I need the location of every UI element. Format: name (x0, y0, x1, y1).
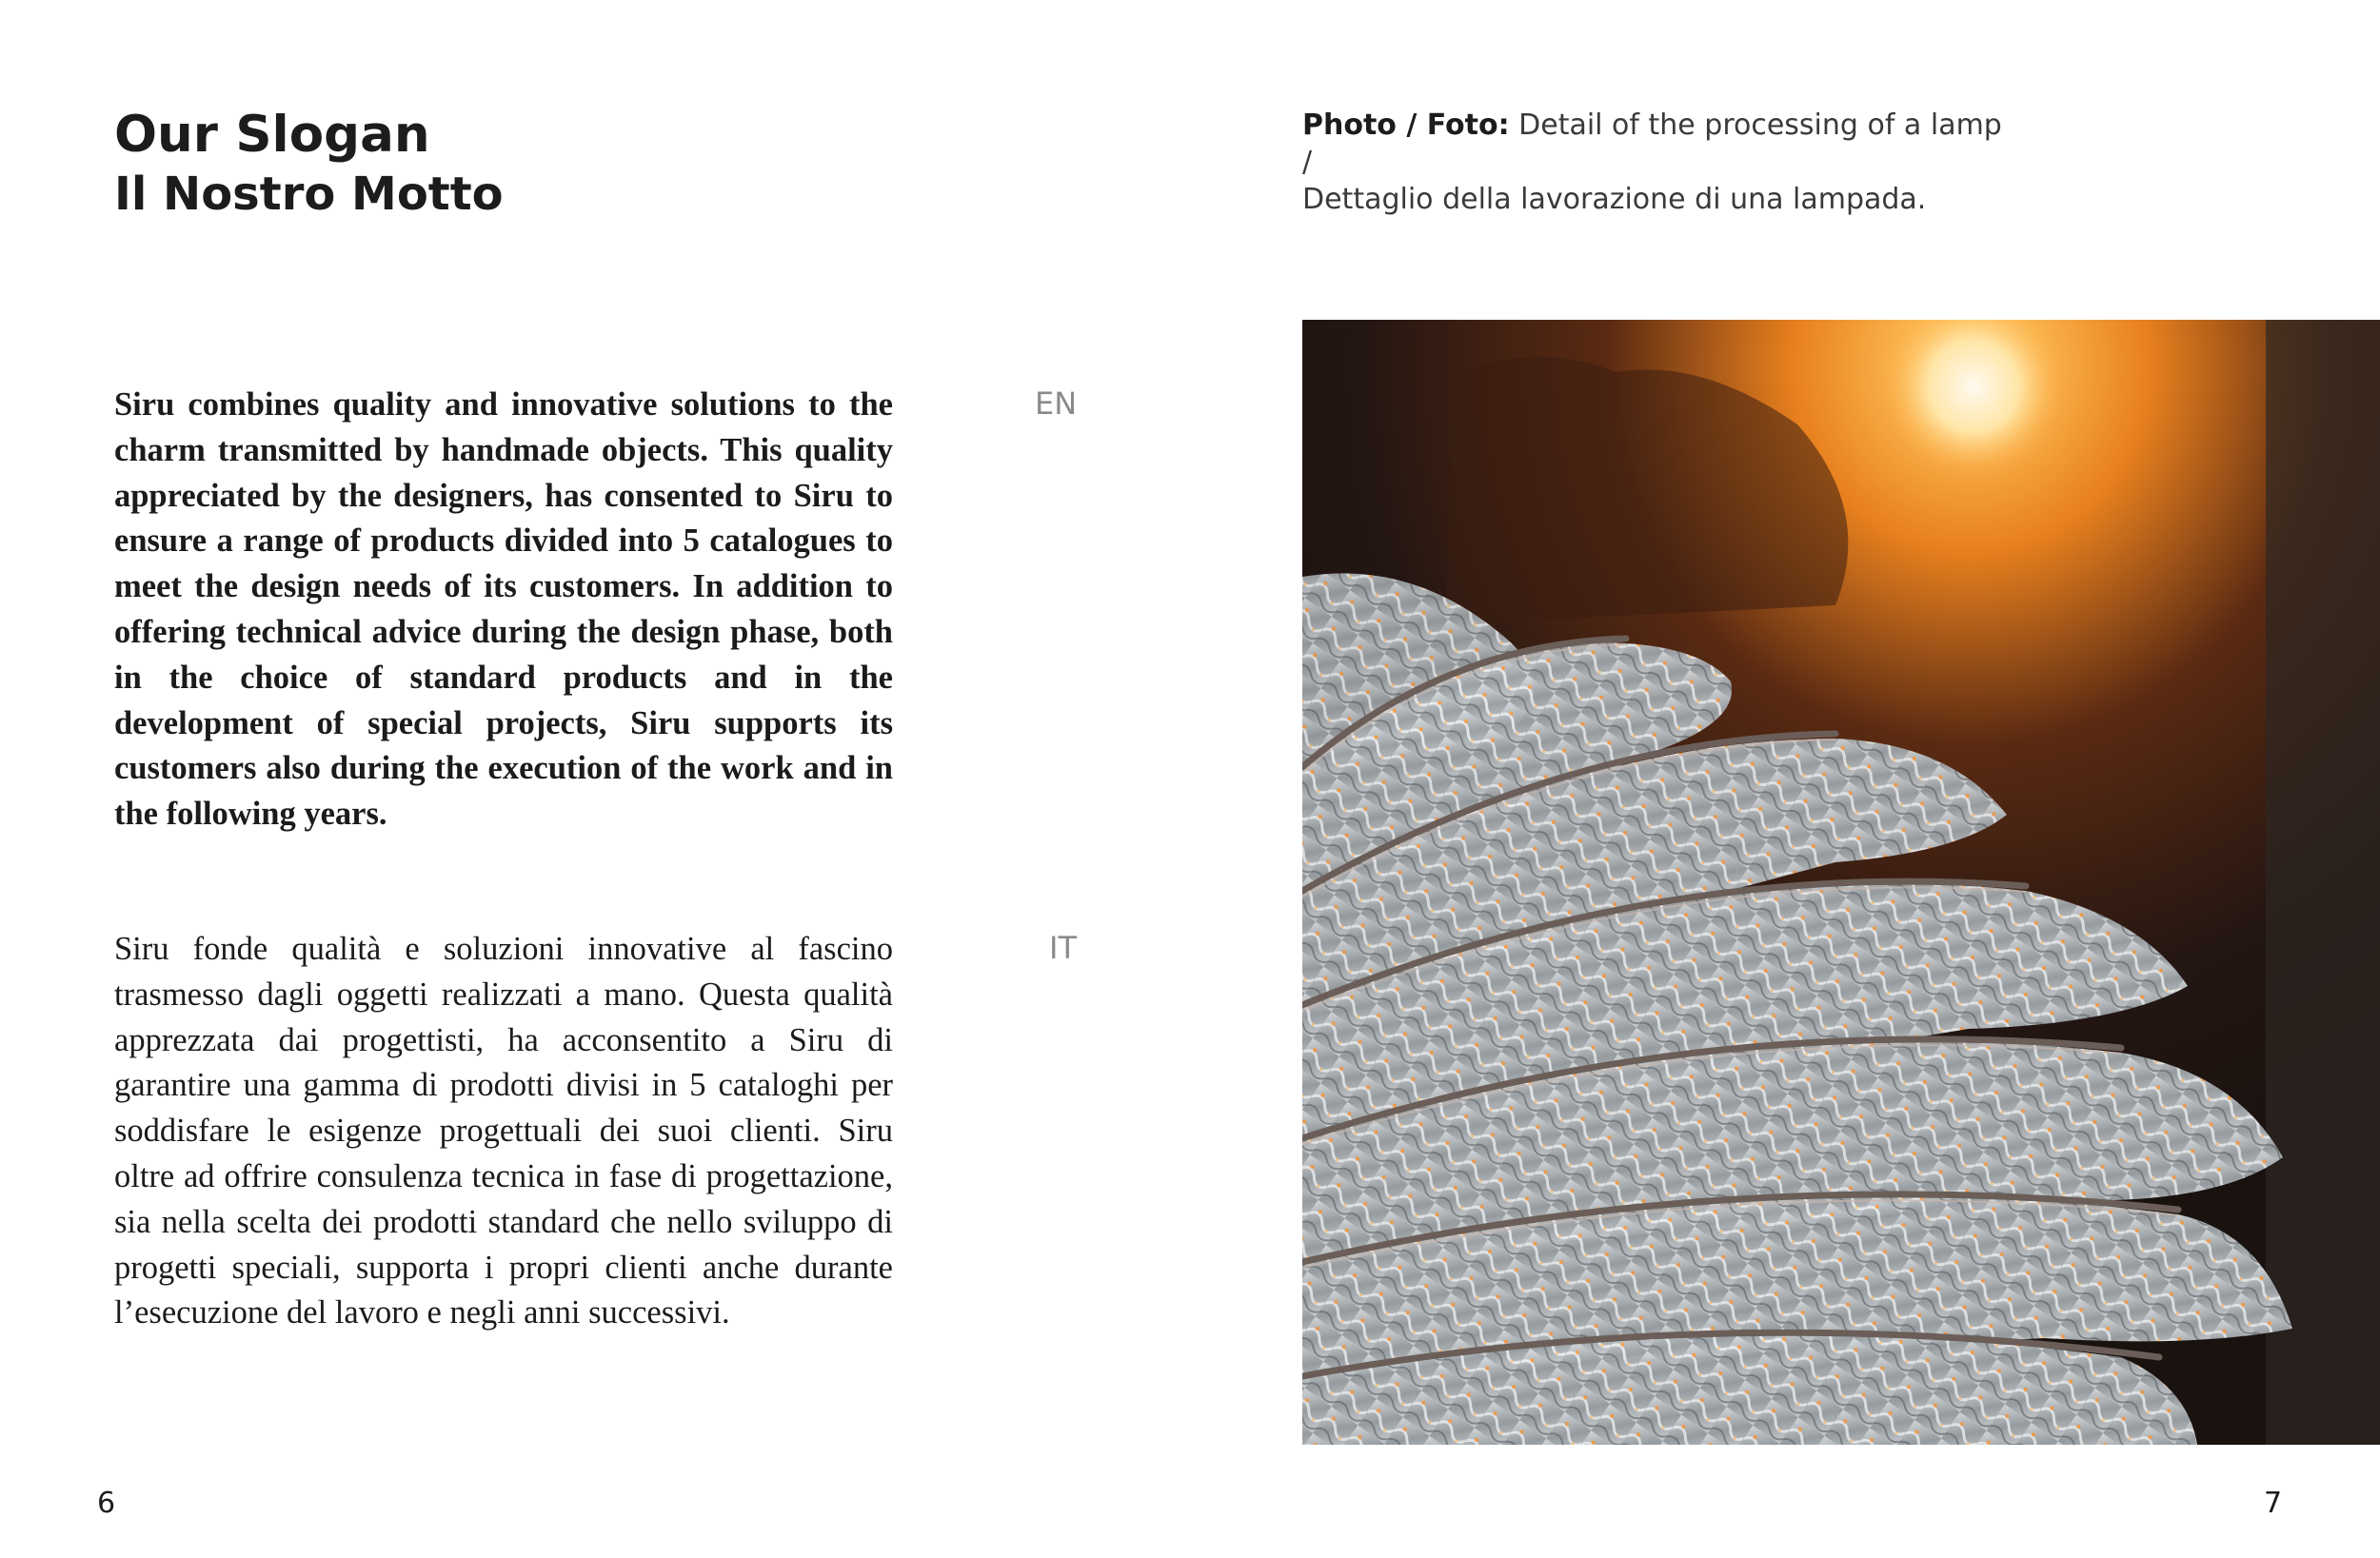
lamp-photo (1302, 320, 2380, 1445)
caption-line-2: Dettaglio della lavorazione di una lampada. (1302, 183, 1927, 216)
language-label-en: EN (1035, 385, 1078, 422)
page-number-right: 7 (2264, 1487, 2283, 1520)
caption-line-1: Detail of the processing of a lamp / (1302, 108, 2002, 179)
paragraph-en: Siru combines quality and innovative solutions to the charm transmitted by handmade objects. This quality appreciated by the designers, has consented to Siru to ensure a range of products divided into 5 catalogues to meet the design needs of its customers. In addition to offering technical advice during the design phase, both in the choice of standard products and in the development of special projects, Siru supports its customers also during the execution of the work and in the following years. (114, 386, 893, 833)
caption-label: Photo / Foto: (1302, 108, 1510, 142)
page-number-left: 6 (97, 1487, 116, 1520)
heading-en: Our Slogan (114, 106, 430, 164)
photo-dark-edge (2266, 320, 2380, 1445)
language-label-it: IT (1049, 930, 1077, 966)
paragraph-it: Siru fonde qualità e soluzioni innovative al fascino trasmesso dagli oggetti realizzati a mano. Questa qualità apprezzata dai progettisti, ha acconsentito a Siru di garantire una gamma di prodotti divisi in 5 cataloghi per soddisfare le esigenze progettuali dei suoi clienti. Siru oltre ad offrire consulenza tecnica in fase di progettazione, sia nella scelta dei prodotti standard che nello sviluppo di progetti speciali, supporta i propri clienti anche durante l’esecuzione del lavoro e negli anni successivi. (114, 931, 893, 1331)
heading-it: Il Nostro Motto (114, 168, 504, 221)
photo-caption (1302, 107, 2007, 218)
